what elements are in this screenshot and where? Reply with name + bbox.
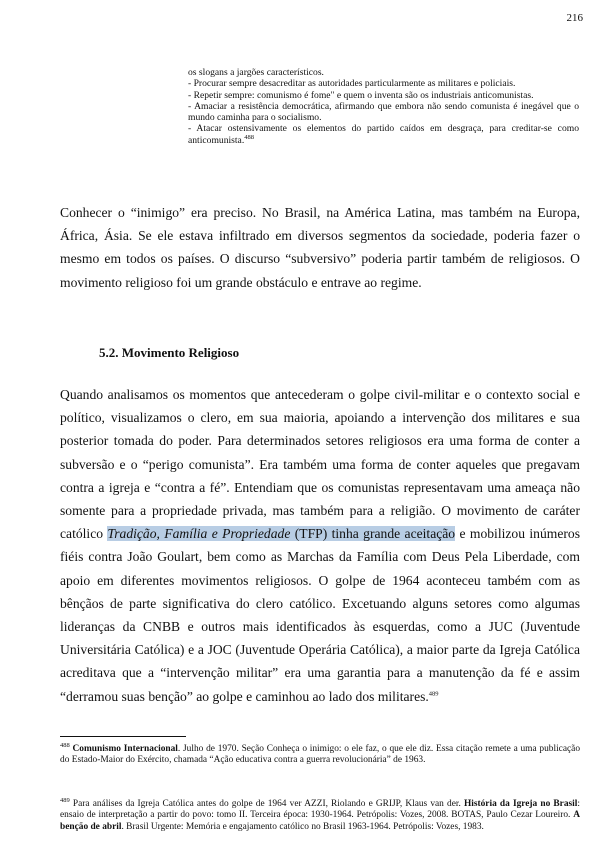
paragraph-text: Conhecer o “inimigo” era preciso. No Brasil, na América Latina, mas também na Europa, África, Ásia. Se ele estava infiltrado em diversos segmentos da sociedade, poderia fazer o mesmo em todos os países. O discurso “subversivo” poderia partir também de religiosos. O movimento religioso foi um grande obstáculo e entrave ao regime.: [60, 205, 580, 290]
section-heading: 5.2. Movimento Religioso: [99, 345, 240, 360]
footnote-bold-title: A benção de abril: [60, 810, 580, 832]
footnote-488: [60, 741, 581, 767]
footnote-bold-title: História da Igreja no Brasil: [463, 799, 578, 809]
quote-line: os slogans a jargões característicos.: [188, 67, 324, 78]
paragraph-religious-movement: [60, 383, 580, 708]
footnote-ref-489[interactable]: 489: [428, 690, 439, 698]
paragraph-text-after: e mobilizou inúmeros fiéis contra João Goulart, bem como as Marchas da Família com Deus Pela Liberdade, com apoio em diferentes movimentos religiosos. O golpe de 1964 aconteceu também com as bênçãos de parte significativa do clero católico. Excetuando alguns setores como algumas lideranças da CNBB e outros mais identificados às esquerdas, como a JUC (Juventude Universitária Católica) e a JOC (Juventude Operária Católica), a maior parte da Igreja Católica acreditava que a “intervenção militar” era uma garantia para a manutenção da fé e assim “derramou suas benção” ao golpe e caminhou ao lado dos militares.: [60, 526, 580, 704]
quote-line: - Amaciar a resistência democrática, afirmando que embora não sendo comunista é inegável que o mundo caminha para o socialismo.: [188, 100, 579, 124]
quote-line: - Repetir sempre: comunismo é fome" e quem o inventa são os industriais anticomunistas.: [188, 89, 534, 101]
footnote-number: 489: [60, 796, 70, 804]
footnote-text: : ensaio de interpretação a partir do povo: tomo II. Terceira época: 1930-1964. Petrópolis: Vozes, 2008. BOTAS, Paulo Cezar Loureiro.: [60, 799, 580, 821]
footnote-text: . Brasil Urgente: Memória e engajamento católico no Brasil 1963-1964. Petrópolis: Vozes, 1983.: [121, 821, 484, 832]
page-number: 216: [566, 12, 583, 24]
footnote-ref-488[interactable]: 488: [244, 133, 254, 141]
quote-line-last: [188, 123, 579, 146]
footnote-text: Para análises da Igreja Católica antes do golpe de 1964 ver AZZI, Riolando e GRIJP, Klaus van der.: [69, 799, 464, 809]
quote-line-text: - Atacar ostensivamente os elementos do partido caídos em desgraça, para creditar-se como anticomunista.: [188, 123, 579, 146]
tfp-italic-title: Tradição, Família e Propriedade: [107, 526, 291, 542]
block-quote: [188, 67, 579, 146]
footnote-bold: Comunismo Internacional: [72, 744, 178, 754]
footnote-divider: [60, 736, 186, 737]
footnote-number: 488: [60, 741, 70, 749]
footnote-text: . Julho de 1970. Seção Conheça o inimigo: o ele faz, o que ele diz. Essa citação remete a uma publicação do Estado-Maior do Exército, chamada “Ação educativa contra a guerra revolucionária” de 1963.: [60, 744, 581, 766]
footnote-489: [60, 796, 580, 833]
highlight-rest: (TFP) tinha grande aceitação: [290, 526, 456, 542]
quote-line: - Procurar sempre desacreditar as autoridades particularmente as militares e policiais.: [188, 78, 516, 90]
highlighted-text[interactable]: [107, 526, 455, 541]
paragraph-enemy: [60, 201, 580, 294]
paragraph-text-before: Quando analisamos os momentos que antecederam o golpe civil-militar e o contexto social e político, visualizamos o clero, em sua maioria, apoiando a intervenção dos militares e sua posterior tomada do poder. Para determinados setores religiosos era uma forma de conter a subversão e o “perigo comunista”. Era também uma forma de conter aqueles que pregavam contra a igreja e “contra a fé”. Entendiam que os comunistas representavam uma ameaça não somente para a propriedade privada, mas também para a religião. O movimento de caráter católico: [60, 387, 580, 542]
